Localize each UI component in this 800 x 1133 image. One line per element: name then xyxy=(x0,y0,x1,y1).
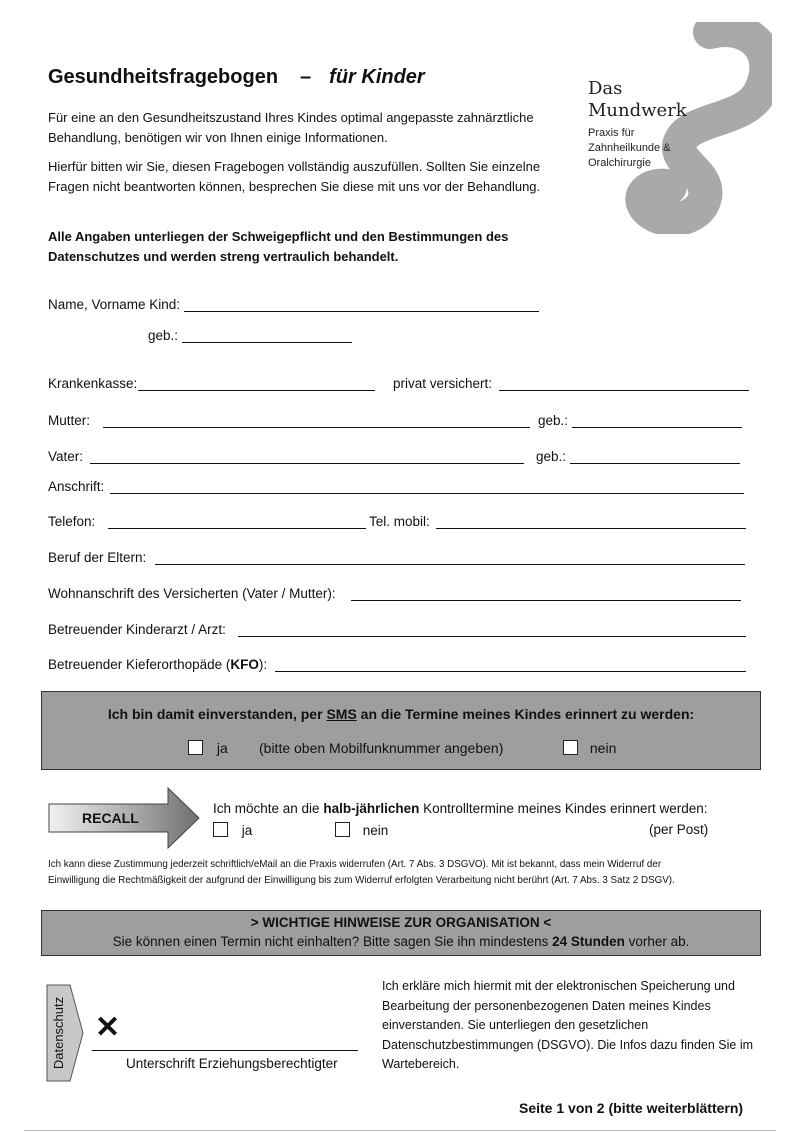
geb-vater-field[interactable] xyxy=(570,463,740,464)
sms-underlined: SMS xyxy=(326,706,357,722)
recall-ja-checkbox[interactable] xyxy=(213,822,228,837)
title-main: Gesundheitsfragebogen xyxy=(48,66,279,88)
signature-mark-icon: ✕ xyxy=(95,1011,121,1044)
kinderarzt-field[interactable] xyxy=(238,636,746,637)
logo-line1: Das xyxy=(588,78,623,99)
logo-sub2: Zahnheilkunde & xyxy=(588,142,671,154)
page-indicator: Seite 1 von 2 (bitte weiterblättern) xyxy=(519,1100,744,1116)
sms-pre: Ich bin damit einverstanden, per xyxy=(107,706,327,722)
title-sub: für Kinder xyxy=(329,66,425,88)
sms-ja-checkbox[interactable] xyxy=(188,740,203,755)
privat-field[interactable] xyxy=(499,390,749,391)
datenschutz-tab-label: Datenschutz xyxy=(51,996,66,1070)
sms-nein-label: nein xyxy=(589,740,617,756)
consent-note-line1: Ich kann diese Zustimmung jederzeit schriftlich/eMail an die Praxis widerrufen (Art. 7 Abs. 3 DSGVO). Mit ist bekannt, dass mein Widerruf der xyxy=(48,859,662,870)
recall-text xyxy=(213,801,708,816)
kfo-field[interactable] xyxy=(275,671,746,672)
krankenkasse-field[interactable] xyxy=(138,390,375,391)
logo-sub3: Oralchirurgie xyxy=(588,157,651,169)
label-kfo xyxy=(48,657,267,672)
label-privat: privat versichert: xyxy=(393,376,493,391)
label-name: Name, Vorname Kind: xyxy=(48,297,181,312)
beruf-field[interactable] xyxy=(155,564,745,565)
mobil-field[interactable] xyxy=(436,528,746,529)
label-mutter: Mutter: xyxy=(48,413,91,428)
vater-field[interactable] xyxy=(90,463,524,464)
consent-note-line2: Einwilligung die Rechtmäßigkeit der aufgrund der Einwilligung bis zum Widerruf erfolgten Verarbeitung nicht berührt (Art. 7 Abs. 3 Satz 2 DSGV). xyxy=(48,875,675,886)
sms-consent-box xyxy=(41,691,761,770)
org-post: vorher ab. xyxy=(624,934,690,949)
kfo-bold: KFO xyxy=(230,657,259,672)
logo xyxy=(560,22,772,234)
sms-ja-label: ja xyxy=(216,740,228,756)
label-vater: Vater: xyxy=(48,449,84,464)
intro-paragraph-2: Hierfür bitten wir Sie, diesen Fragebogen vollständig auszufüllen. Sollten Sie einzelne Fragen nicht beantworten können, besprechen Sie diese mit uns vor der Behandlung. xyxy=(48,159,541,194)
kfo-pre: Betreuender Kieferorthopäde ( xyxy=(48,657,231,672)
recall-post-note: (per Post) xyxy=(649,822,709,837)
telefon-field[interactable] xyxy=(108,528,366,529)
label-geb-vater: geb.: xyxy=(536,449,567,464)
logo-line2: Mundwerk xyxy=(588,100,687,121)
label-kinderarzt: Betreuender Kinderarzt / Arzt: xyxy=(48,622,226,637)
wohnanschrift-field[interactable] xyxy=(351,600,741,601)
recall-pre: Ich möchte an die xyxy=(213,801,324,816)
kfo-post: ): xyxy=(258,657,268,672)
label-geb-kind: geb.: xyxy=(148,328,179,343)
label-wohnanschrift: Wohnanschrift des Versicherten (Vater / Mutter): xyxy=(48,586,336,601)
label-anschrift: Anschrift: xyxy=(48,479,105,494)
intro-paragraph-3: Alle Angaben unterliegen der Schweigepflicht und den Bestimmungen des Datenschutzes und werden streng vertraulich behandelt. xyxy=(48,229,509,264)
recall-nein-label: nein xyxy=(362,823,389,838)
recall-bold: halb-jährlichen xyxy=(323,801,420,816)
recall-ja-label: ja xyxy=(241,823,253,838)
label-telefon: Telefon: xyxy=(48,514,96,529)
sms-post: an die Termine meines Kindes erinnert zu werden: xyxy=(356,706,695,722)
signature-label: Unterschrift Erziehungsberechtigter xyxy=(126,1056,338,1071)
org-pre: Sie können einen Termin nicht einhalten? Bitte sagen Sie ihn mindestens xyxy=(112,934,553,949)
geb-kind-field[interactable] xyxy=(182,342,352,343)
anschrift-field[interactable] xyxy=(110,493,744,494)
label-krankenkasse: Krankenkasse: xyxy=(48,376,138,391)
recall-nein-checkbox[interactable] xyxy=(335,822,350,837)
logo-sub1: Praxis für xyxy=(588,127,635,139)
title-dash: – xyxy=(300,66,312,88)
sms-nein-checkbox[interactable] xyxy=(563,740,578,755)
signature-field[interactable] xyxy=(92,1050,358,1051)
org-box xyxy=(41,910,761,956)
label-mobil: Tel. mobil: xyxy=(369,514,430,529)
org-bold: 24 Stunden xyxy=(552,934,625,949)
sms-hint: (bitte oben Mobilfunknummer angeben) xyxy=(259,740,504,756)
geb-mutter-field[interactable] xyxy=(572,427,742,428)
mutter-field[interactable] xyxy=(103,427,530,428)
page-title xyxy=(48,66,425,89)
intro-paragraph-1: Für eine an den Gesundheitszustand Ihres Kindes optimal angepasste zahnärztliche Behandlung, benötigen wir von Ihnen einige Informationen. xyxy=(48,110,534,145)
label-beruf: Beruf der Eltern: xyxy=(48,550,147,565)
label-geb-mutter: geb.: xyxy=(538,413,569,428)
footer-divider xyxy=(24,1130,776,1131)
recall-post: Kontrolltermine meines Kindes erinnert werden: xyxy=(419,801,708,816)
recall-label: RECALL xyxy=(82,810,139,826)
datenschutz-text: Ich erkläre mich hiermit mit der elektronischen Speicherung und Bearbeitung der personenbezogenen Daten meines Kindes einverstanden. Sie unterliegen den gesetzlichen Datenschutzbestimmungen (DSGVO). Die Infos dazu finden Sie im Wartebereich. xyxy=(382,979,754,1071)
consent-note xyxy=(48,857,768,889)
sms-consent-text xyxy=(42,706,760,722)
org-text xyxy=(42,934,760,949)
name-field[interactable] xyxy=(184,311,539,312)
org-heading: > WICHTIGE HINWEISE ZUR ORGANISATION < xyxy=(250,915,552,930)
